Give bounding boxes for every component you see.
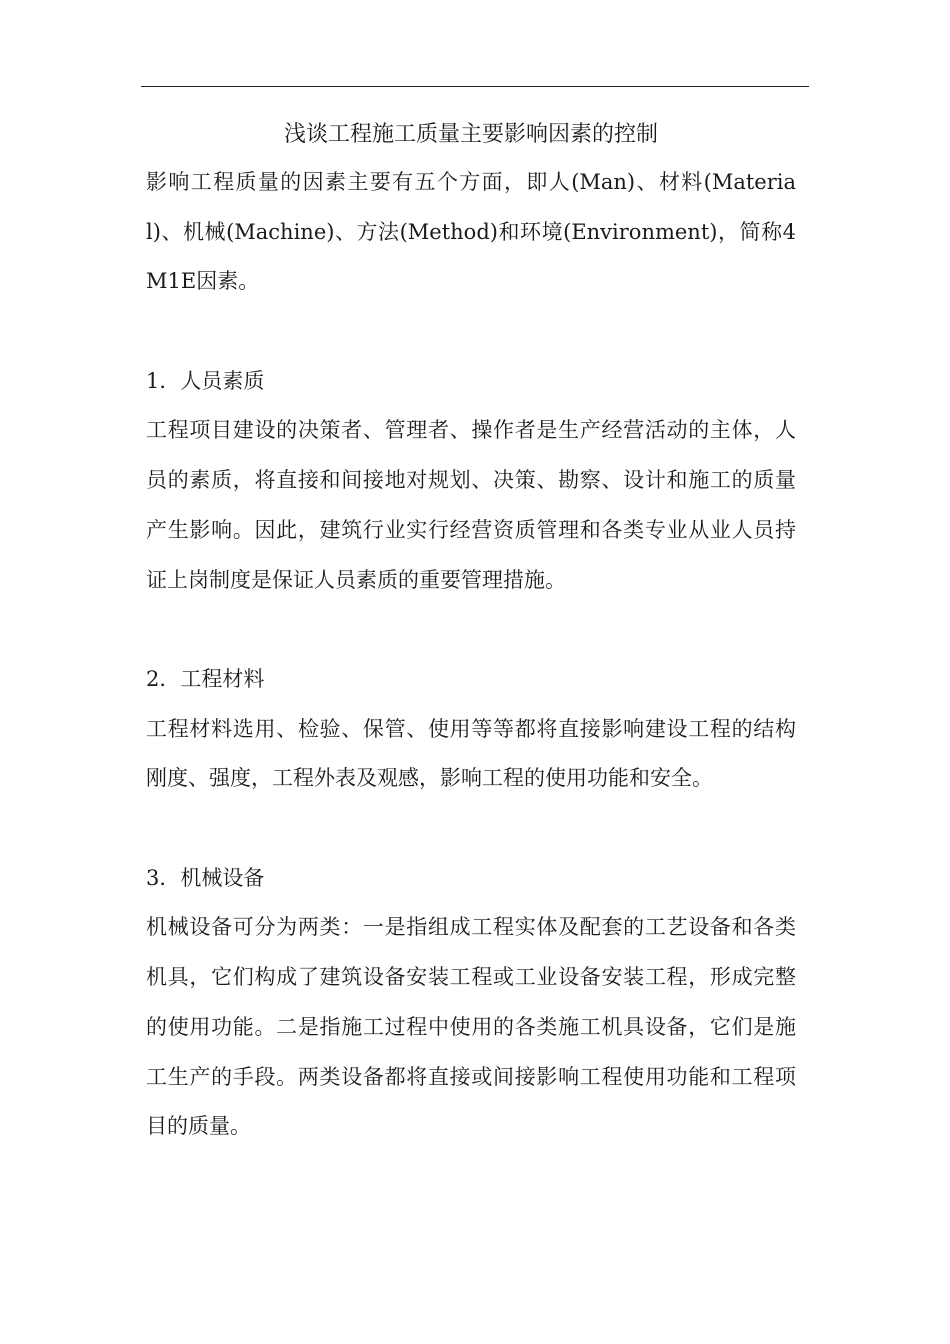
paragraph-spacer <box>146 804 796 854</box>
paragraph-spacer <box>146 307 796 357</box>
document-body <box>146 112 796 1152</box>
document-title: 浅谈工程施工质量主要影响因素的控制 <box>283 122 658 147</box>
header-rule <box>141 86 809 87</box>
section-heading-personnel: 1．人员素质 <box>146 368 265 393</box>
section-body-machinery: 机械设备可分为两类：一是指组成工程实体及配套的工艺设备和各类机具，它们构成了建筑设备安装工程或工业设备安装工程，形成完整的使用功能。二是指施工过程中使用的各类施工机具设备，它们是施工生产的手段。两类设备都将直接或间接影响工程使用功能和工程项目的质量。 <box>146 915 796 1139</box>
section-heading-machinery: 3．机械设备 <box>146 865 265 890</box>
section-body-personnel: 工程项目建设的决策者、管理者、操作者是生产经营活动的主体，人员的素质，将直接和间接地对规划、决策、勘察、设计和施工的质量产生影响。因此，建筑行业实行经营资质管理和各类专业从业人员持证上岗制度是保证人员素质的重要管理措施。 <box>146 418 796 592</box>
intro-paragraph: 影响工程质量的因素主要有五个方面，即人(Man)、材料(Material)、机械(Machine)、方法(Method)和环境(Environment)，简称4M1E因素。 <box>146 170 796 294</box>
section-body-materials: 工程材料选用、检验、保管、使用等等都将直接影响建设工程的结构刚度、强度，工程外表及观感，影响工程的使用功能和安全。 <box>146 716 796 791</box>
section-heading-materials: 2．工程材料 <box>146 666 265 691</box>
paragraph-spacer <box>146 605 796 655</box>
